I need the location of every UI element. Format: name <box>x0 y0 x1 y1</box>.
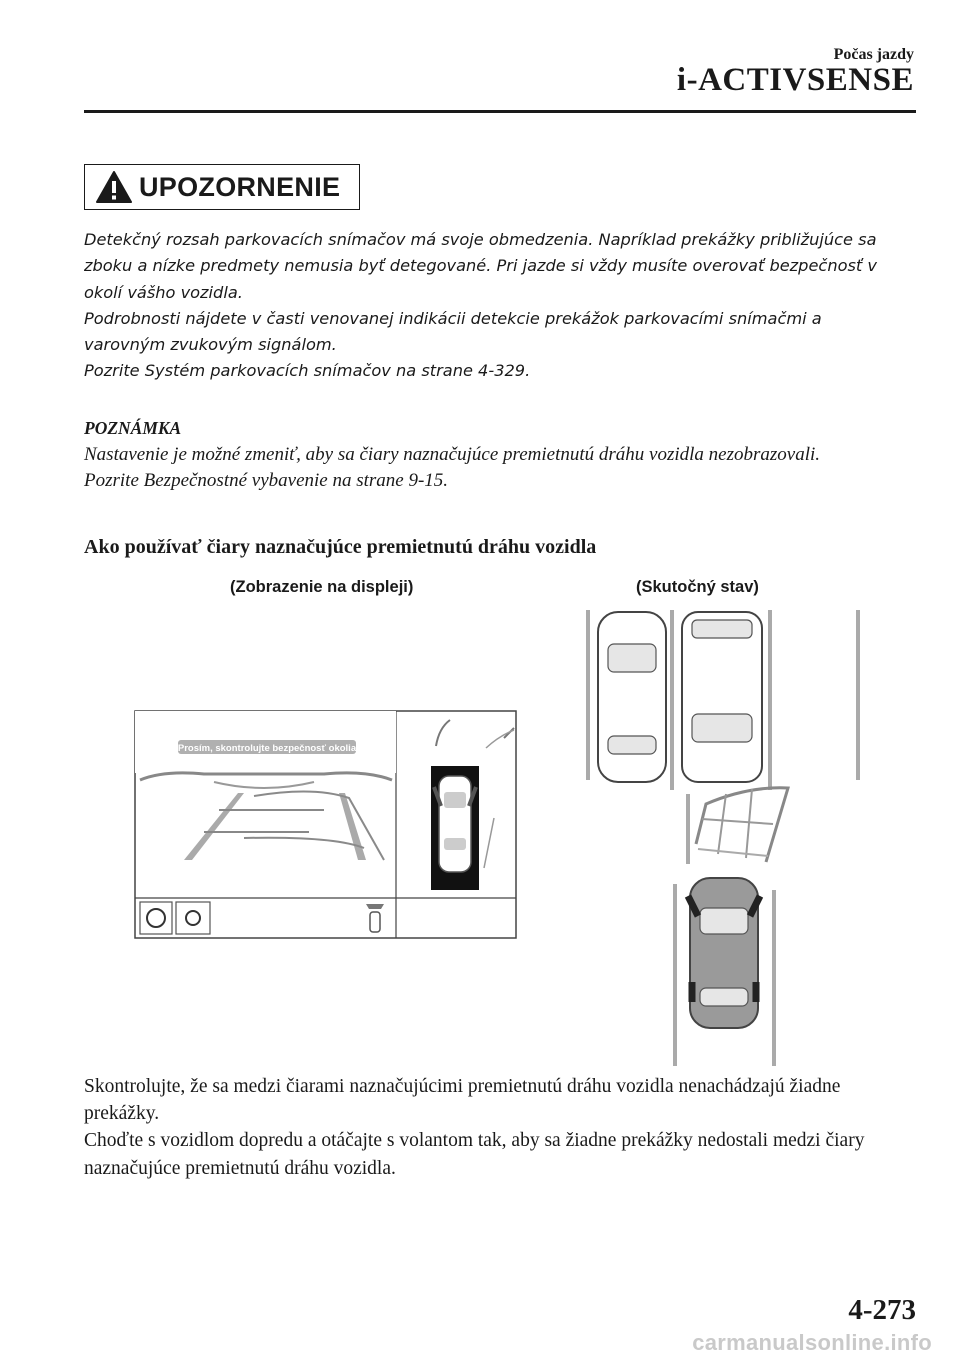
section-heading: Ako používať čiary naznačujúce premietnutú dráhu vozidla <box>84 536 597 558</box>
caption-display: (Zobrazenie na displeji) <box>230 578 414 596</box>
warning-triangle-icon <box>95 170 133 204</box>
warning-text <box>84 227 904 385</box>
display-screen-illustration <box>134 708 518 940</box>
actual-situation-illustration <box>578 604 864 1070</box>
section-name: Počas jazdy <box>833 46 914 63</box>
body-text <box>84 1073 914 1182</box>
caption-actual: (Skutočný stav) <box>636 578 759 596</box>
body-paragraph: Choďte s vozidlom dopredu a otáčajte s volantom tak, aby sa žiadne prekážky nedostali medzi čiary naznačujúce premietnutú dráhu vozidla. <box>84 1130 865 1179</box>
note-text <box>84 442 904 494</box>
footer-watermark: carmanualsonline.info <box>692 1330 932 1355</box>
warning-paragraph: Detekčný rozsah parkovacích snímačov má svoje obmedzenia. Napríklad prekážky približujúce sa zboku a nízke predmety nemusia byť detegované. Pri jazde si vždy musíte overovať bezpečnosť v okolí vášho vozidla. <box>84 230 877 302</box>
note-paragraph: Pozrite Bezpečnostné vybavenie na strane 9-15. <box>84 470 449 491</box>
note-label: POZNÁMKA <box>84 418 182 438</box>
note-paragraph: Nastavenie je možné zmeniť, aby sa čiary naznačujúce premietnutú dráhu vozidla nezobrazovali. <box>84 444 821 465</box>
warning-paragraph: Podrobnosti nájdete v časti venovanej indikácii detekcie prekážok parkovacími snímačmi a varovným zvukovým signálom. <box>84 308 822 355</box>
screen-message: Prosím, skontrolujte bezpečnosť okolia <box>177 743 357 754</box>
header-rule <box>84 110 916 113</box>
warning-paragraph: Pozrite Systém parkovacích snímačov na strane 4-329. <box>84 361 531 381</box>
page-number: 4-273 <box>848 1294 916 1326</box>
body-paragraph: Skontrolujte, že sa medzi čiarami naznačujúcimi premietnutú dráhu vozidla nenachádzajú žiadne prekážky. <box>84 1076 841 1125</box>
warning-title: UPOZORNENIE <box>139 171 341 202</box>
warning-box <box>84 164 360 210</box>
sensor-indicator-icon <box>366 904 384 909</box>
chapter-title: i-ACTIVSENSE <box>676 62 914 98</box>
